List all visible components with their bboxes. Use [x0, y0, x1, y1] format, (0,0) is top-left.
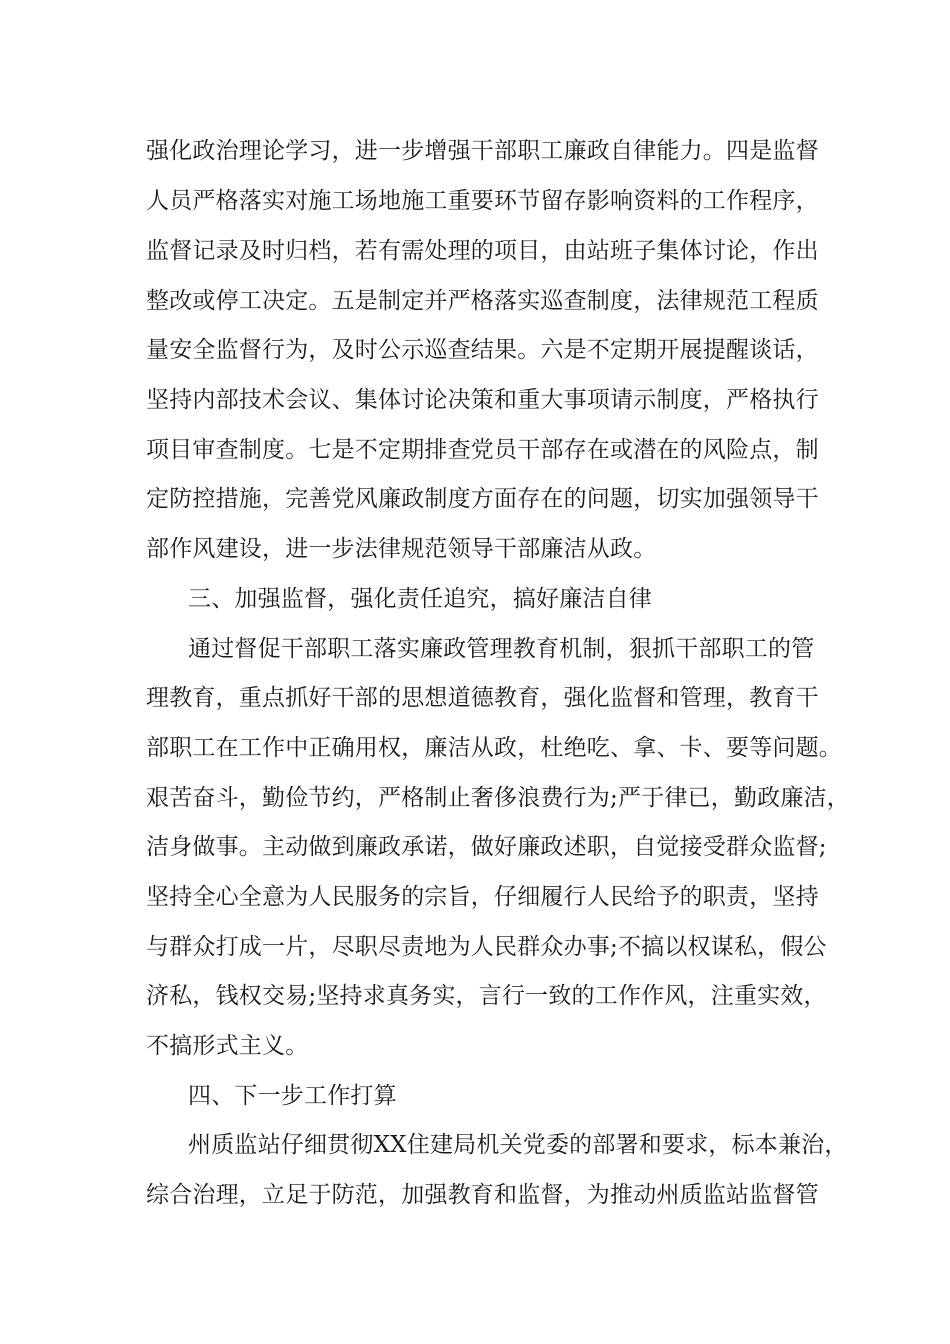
text-line: 部作风建设，进一步法律规范领导干部廉洁从政。: [146, 536, 657, 562]
text-line: 通过督促干部职工落实廉政管理教育机制，狠抓干部职工的管: [188, 636, 815, 662]
text-line: 强化政治理论学习，进一步增强干部职工廉政自律能力。四是监督: [146, 138, 819, 164]
text-line: 坚持全心全意为人民服务的宗旨，仔细履行人民给予的职责，坚持: [146, 884, 819, 910]
text-line: 坚持内部技术会议、集体讨论决策和重大事项请示制度，严格执行: [146, 387, 819, 413]
text-line: 部职工在工作中正确用权，廉洁从政，杜绝吃、拿、卡、要等问题。: [146, 735, 842, 761]
text-line: 定防控措施，完善党风廉政制度方面存在的问题，切实加强领导干: [146, 486, 819, 512]
text-line: 艰苦奋斗，勤俭节约，严格制止奢侈浪费行为;严于律已，勤政廉洁，: [146, 785, 850, 811]
text-line: 量安全监督行为，及时公示巡查结果。六是不定期开展提醒谈话，: [146, 337, 819, 363]
text-line: 人员严格落实对施工场地施工重要环节留存影响资料的工作程序，: [146, 188, 819, 214]
section-heading: 三、加强监督，强化责任追究，搞好廉洁自律: [188, 586, 652, 612]
text-line: 项目审查制度。七是不定期排查党员干部存在或潜在的风险点，制: [146, 437, 819, 463]
text-line: 综合治理，立足于防范，加强教育和监督，为推动州质监站监督管: [146, 1182, 819, 1208]
text-line: 济私，钱权交易;坚持求真务实，言行一致的工作作风，注重实效，: [146, 983, 827, 1009]
text-line: 与群众打成一片，尽职尽责地为人民群众办事;不搞以权谋私，假公: [146, 934, 827, 960]
text-line: 州质监站仔细贯彻XX住建局机关党委的部署和要求，标本兼治，: [188, 1132, 848, 1158]
text-line: 不搞形式主义。: [146, 1033, 309, 1059]
text-line: 洁身做事。主动做到廉政承诺，做好廉政述职，自觉接受群众监督;: [146, 834, 827, 860]
section-heading: 四、下一步工作打算: [188, 1083, 397, 1109]
text-line: 理教育，重点抓好干部的思想道德教育，强化监督和管理，教育干: [146, 685, 819, 711]
text-line: 监督记录及时归档，若有需处理的项目，由站班子集体讨论，作出: [146, 238, 819, 264]
text-line: 整改或停工决定。五是制定并严格落实巡查制度，法律规范工程质: [146, 288, 819, 314]
